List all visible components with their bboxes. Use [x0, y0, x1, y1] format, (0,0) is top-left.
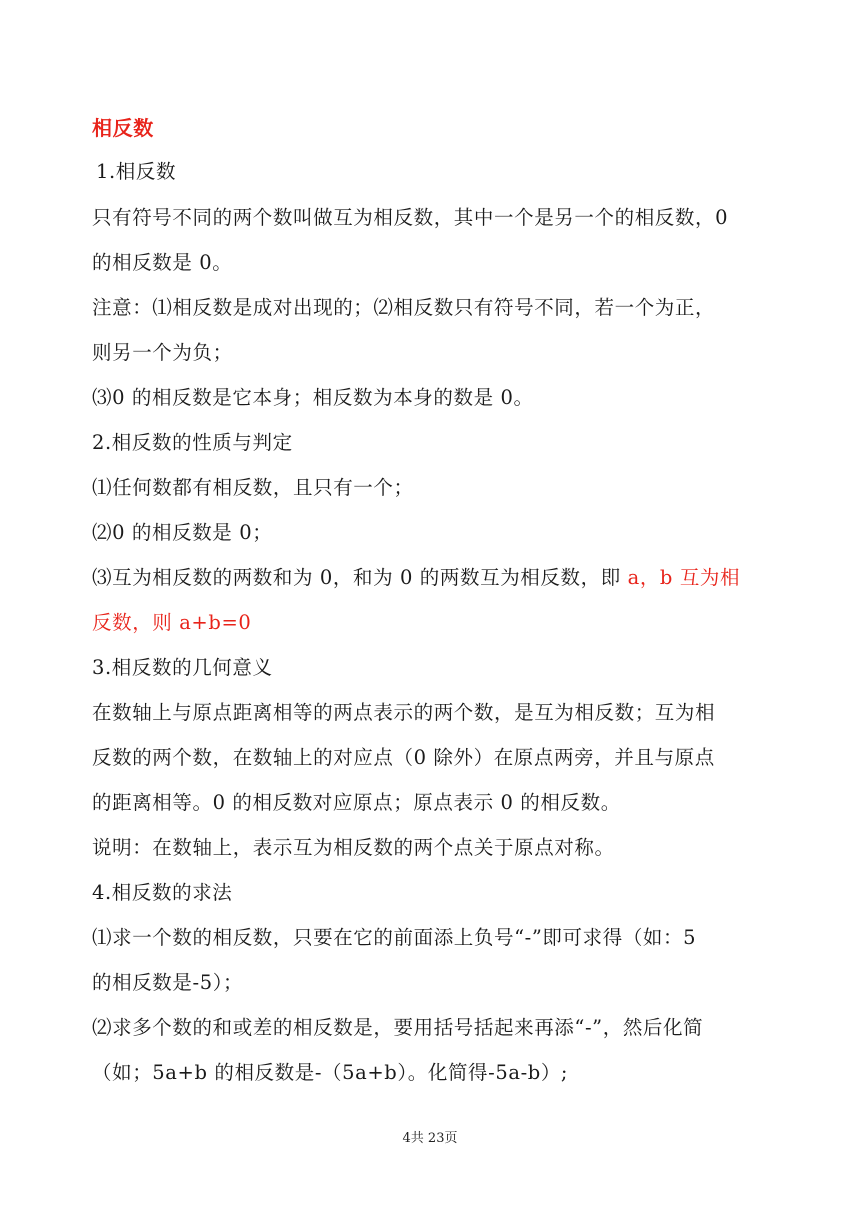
- explanation-line: 说明：在数轴上，表示互为相反数的两个点关于原点对称。: [92, 836, 615, 859]
- section-heading-2: 2.相反数的性质与判定: [92, 431, 293, 454]
- property-item-1: ⑴任何数都有相反数，且只有一个；: [92, 476, 414, 499]
- note-line-2: 则另一个为负；: [92, 341, 233, 364]
- property-item-3-line-1: [92, 566, 740, 590]
- method-item-2-line-1: ⑵求多个数的和或差的相反数是，要用括号括起来再添“-”，然后化简: [92, 1016, 704, 1039]
- geometry-paragraph-line-3: 的距离相等。0 的相反数对应原点；原点表示 0 的相反数。: [92, 791, 621, 814]
- geometry-paragraph-line-1: 在数轴上与原点距离相等的两点表示的两个数，是互为相反数；互为相: [92, 701, 716, 724]
- paragraph-definition-line-2: 的相反数是 0。: [92, 251, 233, 274]
- page-number-footer: 4共 23页: [402, 1131, 458, 1146]
- section-heading-3: 3.相反数的几何意义: [92, 656, 273, 679]
- property-item-2: ⑵0 的相反数是 0；: [92, 521, 273, 544]
- section-heading-4: 4.相反数的求法: [92, 881, 233, 904]
- method-item-1-line-2: 的相反数是-5）；: [92, 971, 244, 994]
- property-item-3-line-2: 反数，则 a+b=0: [92, 611, 252, 634]
- property-item-3-highlight: a，b 互为相: [627, 566, 741, 589]
- note-line-1: 注意：⑴相反数是成对出现的；⑵相反数只有符号不同，若一个为正，: [92, 296, 716, 319]
- page-title: 相反数: [92, 116, 154, 140]
- paragraph-definition-line-1: 只有符号不同的两个数叫做互为相反数，其中一个是另一个的相反数，0: [92, 206, 729, 229]
- method-item-1-line-1: ⑴求一个数的相反数，只要在它的前面添上负号“-”即可求得（如：5: [92, 926, 697, 949]
- geometry-paragraph-line-2: 反数的两个数，在数轴上的对应点（0 除外）在原点两旁，并且与原点: [92, 746, 715, 769]
- method-item-2-line-2: （如；5a+b 的相反数是-（5a+b）。化简得-5a-b）;: [92, 1061, 569, 1084]
- section-heading-1: 1.相反数: [96, 160, 177, 183]
- note-line-3: ⑶0 的相反数是它本身；相反数为本身的数是 0。: [92, 386, 534, 409]
- property-item-3-text: ⑶互为相反数的两数和为 0，和为 0 的两数互为相反数，即: [92, 566, 628, 589]
